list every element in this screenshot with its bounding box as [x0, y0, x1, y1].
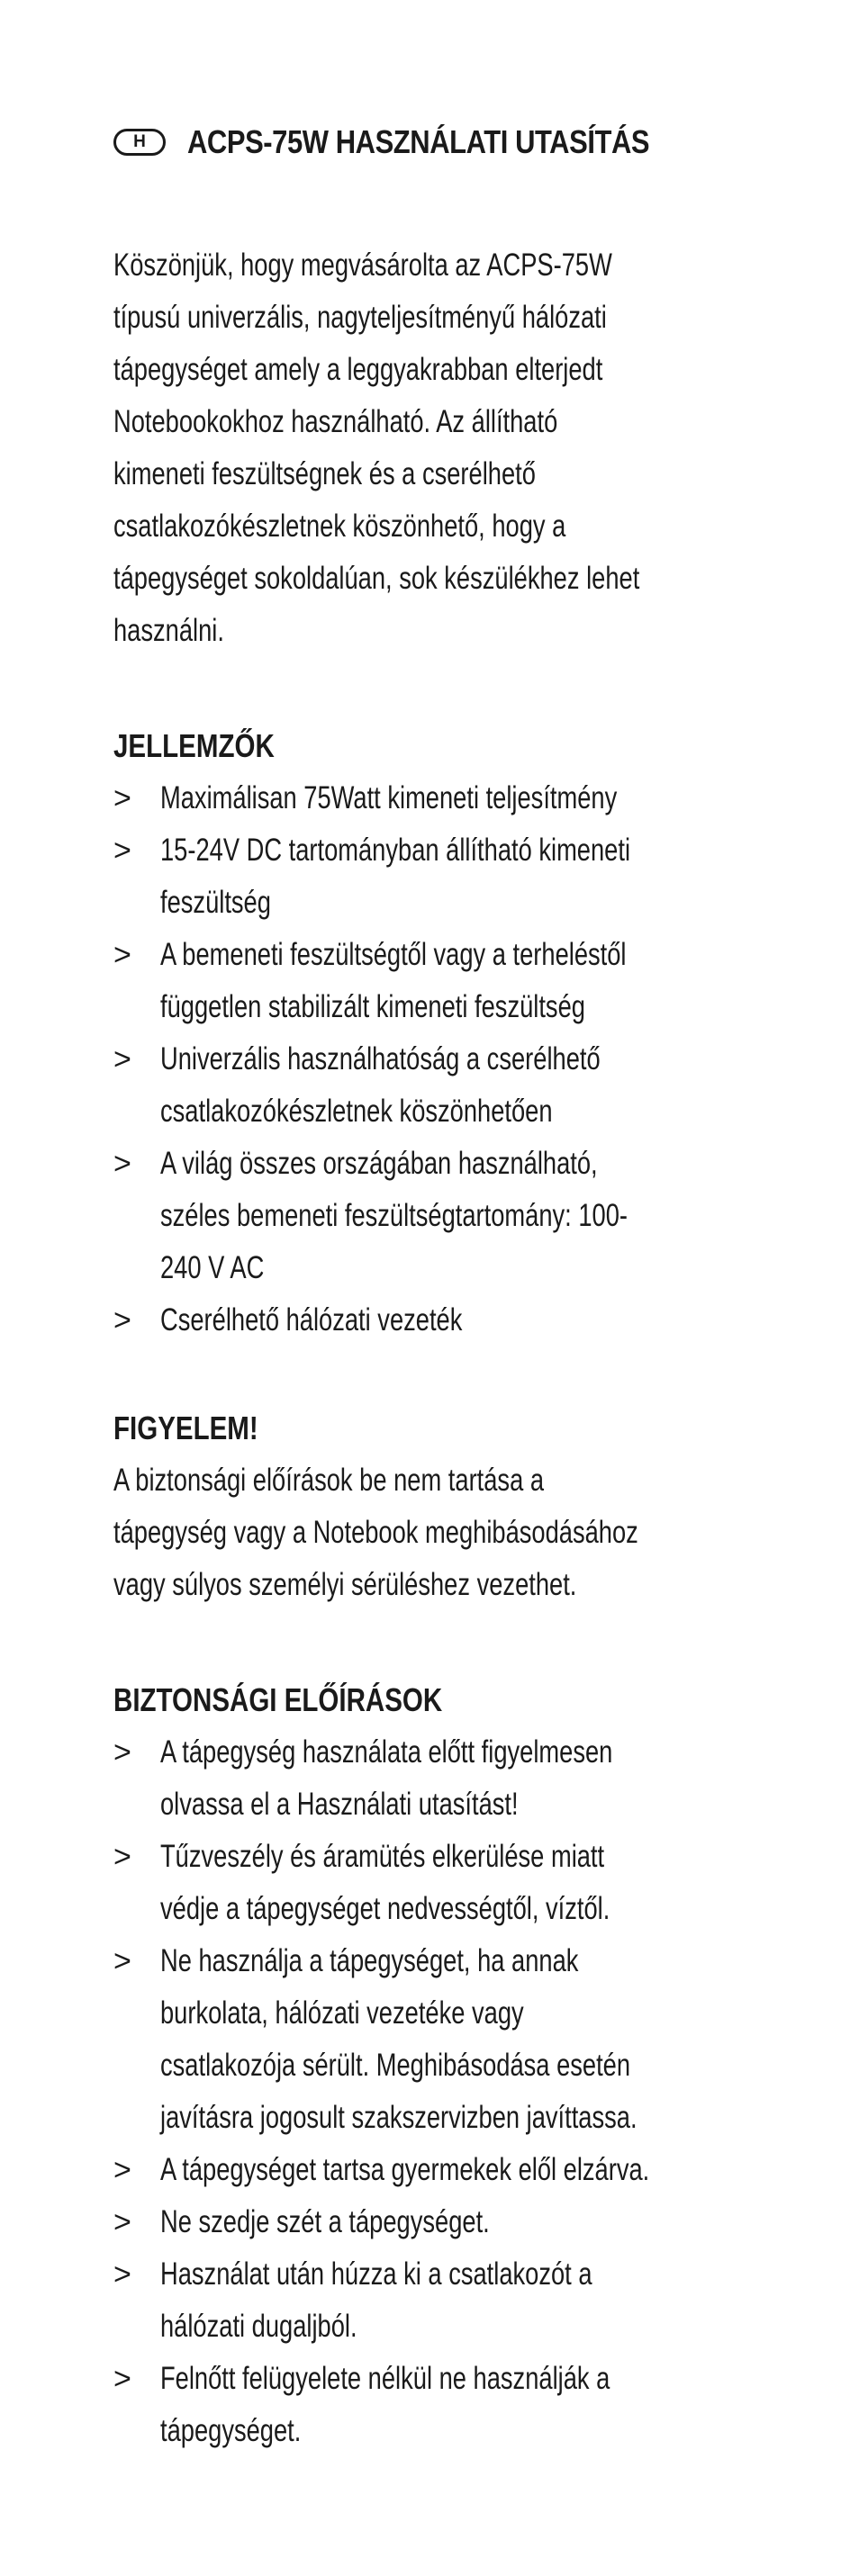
bullet-arrow-icon: > — [113, 1147, 131, 1181]
list-item-line: A tápegységet tartsa gyermekek elől elzárva. — [160, 2152, 650, 2187]
list-item — [113, 2144, 787, 2196]
warning-line: A biztonsági előírások be nem tartása a — [113, 1463, 545, 1498]
list-item-text — [160, 1726, 785, 1831]
bullet-arrow-icon: > — [113, 1303, 131, 1338]
list-item-text — [160, 772, 785, 824]
bullet-arrow-icon: > — [113, 1840, 131, 1874]
list-item — [113, 2196, 787, 2248]
list-item-line: javításra jogosult szakszervizben javíttassa. — [160, 2100, 637, 2135]
list-item-line: Univerzális használhatóság a cserélhető — [160, 1041, 601, 1076]
bullet-arrow-icon: > — [113, 2205, 131, 2239]
language-badge: H — [113, 129, 166, 156]
intro-line: kimeneti feszültségnek és a cserélhető — [113, 456, 536, 491]
document-title: ACPS-75W HASZNÁLATI UTASÍTÁS — [187, 123, 650, 160]
list-item-text — [160, 2196, 785, 2248]
list-item — [113, 929, 787, 1033]
list-item — [113, 2248, 787, 2353]
list-item-line: tápegységet. — [160, 2413, 302, 2448]
bullet-arrow-icon: > — [113, 2362, 131, 2396]
list-item-line: széles bemeneti feszültségtartomány: 100- — [160, 1198, 628, 1233]
bullet-arrow-icon: > — [113, 2257, 131, 2292]
list-item — [113, 772, 787, 824]
list-item-text — [160, 1935, 785, 2144]
list-item-text — [160, 1033, 785, 1138]
safety-heading: BIZTONSÁGI ELŐÍRÁSOK — [113, 1681, 443, 1718]
list-item-line: A bemeneti feszültségtől vagy a terheléstől — [160, 937, 627, 972]
list-item-text — [160, 2353, 785, 2457]
warning-paragraph — [113, 1455, 788, 1611]
bullet-arrow-icon: > — [113, 833, 131, 868]
warning-line: tápegység vagy a Notebook meghibásodásához — [113, 1515, 638, 1550]
list-item-line: csatlakozókészletnek köszönhetően — [160, 1094, 553, 1129]
warning-heading: FIGYELEM! — [113, 1410, 258, 1446]
intro-line: Notebookokhoz használható. Az állítható — [113, 404, 558, 439]
list-item-text — [160, 824, 785, 929]
list-item-line: Ne szedje szét a tápegységet. — [160, 2204, 490, 2239]
list-item — [113, 1935, 787, 2144]
safety-list — [113, 1726, 787, 2457]
intro-paragraph — [113, 239, 788, 657]
list-item-line: burkolata, hálózati vezetéke vagy — [160, 1995, 524, 2031]
intro-line: Köszönjük, hogy megvásárolta az ACPS-75W — [113, 248, 612, 283]
bullet-arrow-icon: > — [113, 781, 131, 815]
intro-line: használni. — [113, 613, 224, 648]
list-item-text — [160, 929, 785, 1033]
list-item-line: Felnőtt felügyelete nélkül ne használják a — [160, 2361, 610, 2396]
bullet-arrow-icon: > — [113, 938, 131, 972]
list-item-line: Maximálisan 75Watt kimeneti teljesítmény — [160, 780, 618, 815]
features-heading: JELLEMZŐK — [113, 727, 275, 764]
list-item-text — [160, 1294, 785, 1347]
list-item-line: Cserélhető hálózati vezeték — [160, 1302, 463, 1338]
list-item-line: 15-24V DC tartományban állítható kimeneti — [160, 833, 631, 868]
list-item — [113, 1033, 787, 1138]
intro-line: típusú univerzális, nagyteljesítményű hálózati — [113, 300, 607, 335]
title-row — [113, 115, 787, 169]
list-item-text — [160, 1831, 785, 1935]
intro-line: tápegységet amely a leggyakrabban elterjedt — [113, 352, 603, 387]
list-item-line: 240 V AC — [160, 1250, 265, 1285]
list-item-line: hálózati dugaljból. — [160, 2309, 357, 2344]
list-item-text — [160, 2144, 785, 2196]
bullet-arrow-icon: > — [113, 1944, 131, 1978]
features-list — [113, 772, 787, 1347]
list-item — [113, 1138, 787, 1294]
bullet-arrow-icon: > — [113, 1735, 131, 1770]
list-item-text — [160, 1138, 785, 1294]
list-item-line: Tűzveszély és áramütés elkerülése miatt — [160, 1839, 605, 1874]
list-item — [113, 1831, 787, 1935]
warning-line: vagy súlyos személyi sérüléshez vezethet. — [113, 1567, 577, 1602]
list-item — [113, 824, 787, 929]
intro-line: tápegységet sokoldalúan, sok készülékhez lehet — [113, 561, 640, 596]
bullet-arrow-icon: > — [113, 2153, 131, 2187]
list-item-line: A tápegység használata előtt figyelmesen — [160, 1734, 613, 1770]
list-item-line: Ne használja a tápegységet, ha annak — [160, 1943, 579, 1978]
list-item — [113, 1726, 787, 1831]
list-item-line: feszültség — [160, 885, 271, 920]
bullet-arrow-icon: > — [113, 1042, 131, 1076]
list-item-line: védje a tápegységet nedvességtől, víztől. — [160, 1891, 610, 1926]
list-item-line: független stabilizált kimeneti feszültség — [160, 989, 585, 1024]
list-item-text — [160, 2248, 785, 2353]
list-item — [113, 1294, 787, 1347]
list-item — [113, 2353, 787, 2457]
list-item-line: csatlakozója sérült. Meghibásodása esetén — [160, 2048, 631, 2083]
list-item-line: olvassa el a Használati utasítást! — [160, 1787, 519, 1822]
list-item-line: A világ összes országában használható, — [160, 1146, 598, 1181]
intro-line: csatlakozókészletnek köszönhető, hogy a — [113, 509, 566, 544]
list-item-line: Használat után húzza ki a csatlakozót a — [160, 2256, 592, 2292]
